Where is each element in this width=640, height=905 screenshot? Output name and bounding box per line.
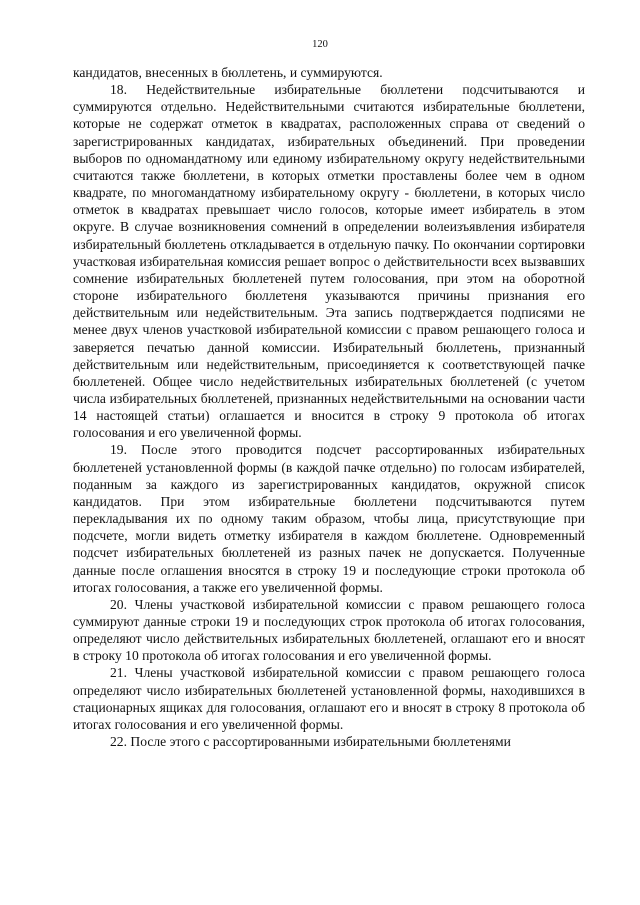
paragraph-18: 18. Недействительные избирательные бюллетени подсчитываются и суммируются отдельно. Недействительными считаются избирательные бюллетени, которые не содержат отметок в квадратах, расположенных справа от сведений о зарегистрированных кандидатах, избирательных объединений. При проведении выборов по одномандатному или единому избирательному округу недействительными считаются также бюллетени, в которых отметки проставлены более чем в одном квадрате, по многомандатному избирательному округу - бюллетени, в которых число отметок в квадратах превышает число голосов, которые имеет избиратель в этом округе. В случае возникновения сомнений в определении волеизъявления избирателя избирательный бюллетень откладывается в отдельную пачку. По окончании сортировки участковая избирательная комиссия решает вопрос о действительности всех вызвавших сомнение избирательных бюллетеней путем голосования, при этом на оборотной стороне избирательного бюллетеня указываются причины признания его действительным или недействительным. Эта запись подтверждается подписями не менее двух членов участковой избирательной комиссии с правом решающего голоса и заверяется печатью данной комиссии. Избирательный бюллетень, признанный действительным или недействительным, присоединяется к соответствующей пачке бюллетеней. Общее число недействительных избирательных бюллетеней (с учетом числа избирательных бюллетеней, признанных недействительными на основании части 14 настоящей статьи) оглашается и вносится в строку 9 протокола об итогах голосования и его увеличенной формы. [73,82,585,441]
document-text [73,64,585,750]
page-number: 120 [312,39,328,50]
paragraph-20: 20. Члены участковой избирательной комиссии с правом решающего голоса суммируют данные строки 19 и последующих строк протокола об итогах голосования, определяют число действительных избирательных бюллетеней, оглашают его и вносят в строку 10 протокола об итогах голосования и его увеличенной формы. [73,596,585,664]
paragraph-19: 19. После этого проводится подсчет рассортированных избирательных бюллетеней установленной формы (в каждой пачке отдельно) по голосам избирателей, поданным за каждого из зарегистрированных кандидатов, окружной список кандидатов. При этом избирательные бюллетени подсчитываются путем перекладывания их по одному таким образом, чтобы лица, присутствующие при подсчете, могли видеть отметку избирателя в каждом бюллетене. Одновременный подсчет избирательных бюллетеней из разных пачек не допускается. Полученные данные после оглашения вносятся в строку 19 и последующие строки протокола об итогах голосования, а также его увеличенной формы. [73,442,585,595]
paragraph-22: 22. После этого с рассортированными избирательными бюллетенями [110,734,511,750]
paragraph-continuation: кандидатов, внесенных в бюллетень, и суммируются. [73,65,383,80]
paragraph-21: 21. Члены участковой избирательной комиссии с правом решающего голоса определяют число избирательных бюллетеней установленной формы, находившихся в стационарных ящиках для голосования, оглашают его и вносят в строку 8 протокола об итогах голосования и его увеличенной формы. [73,665,585,732]
